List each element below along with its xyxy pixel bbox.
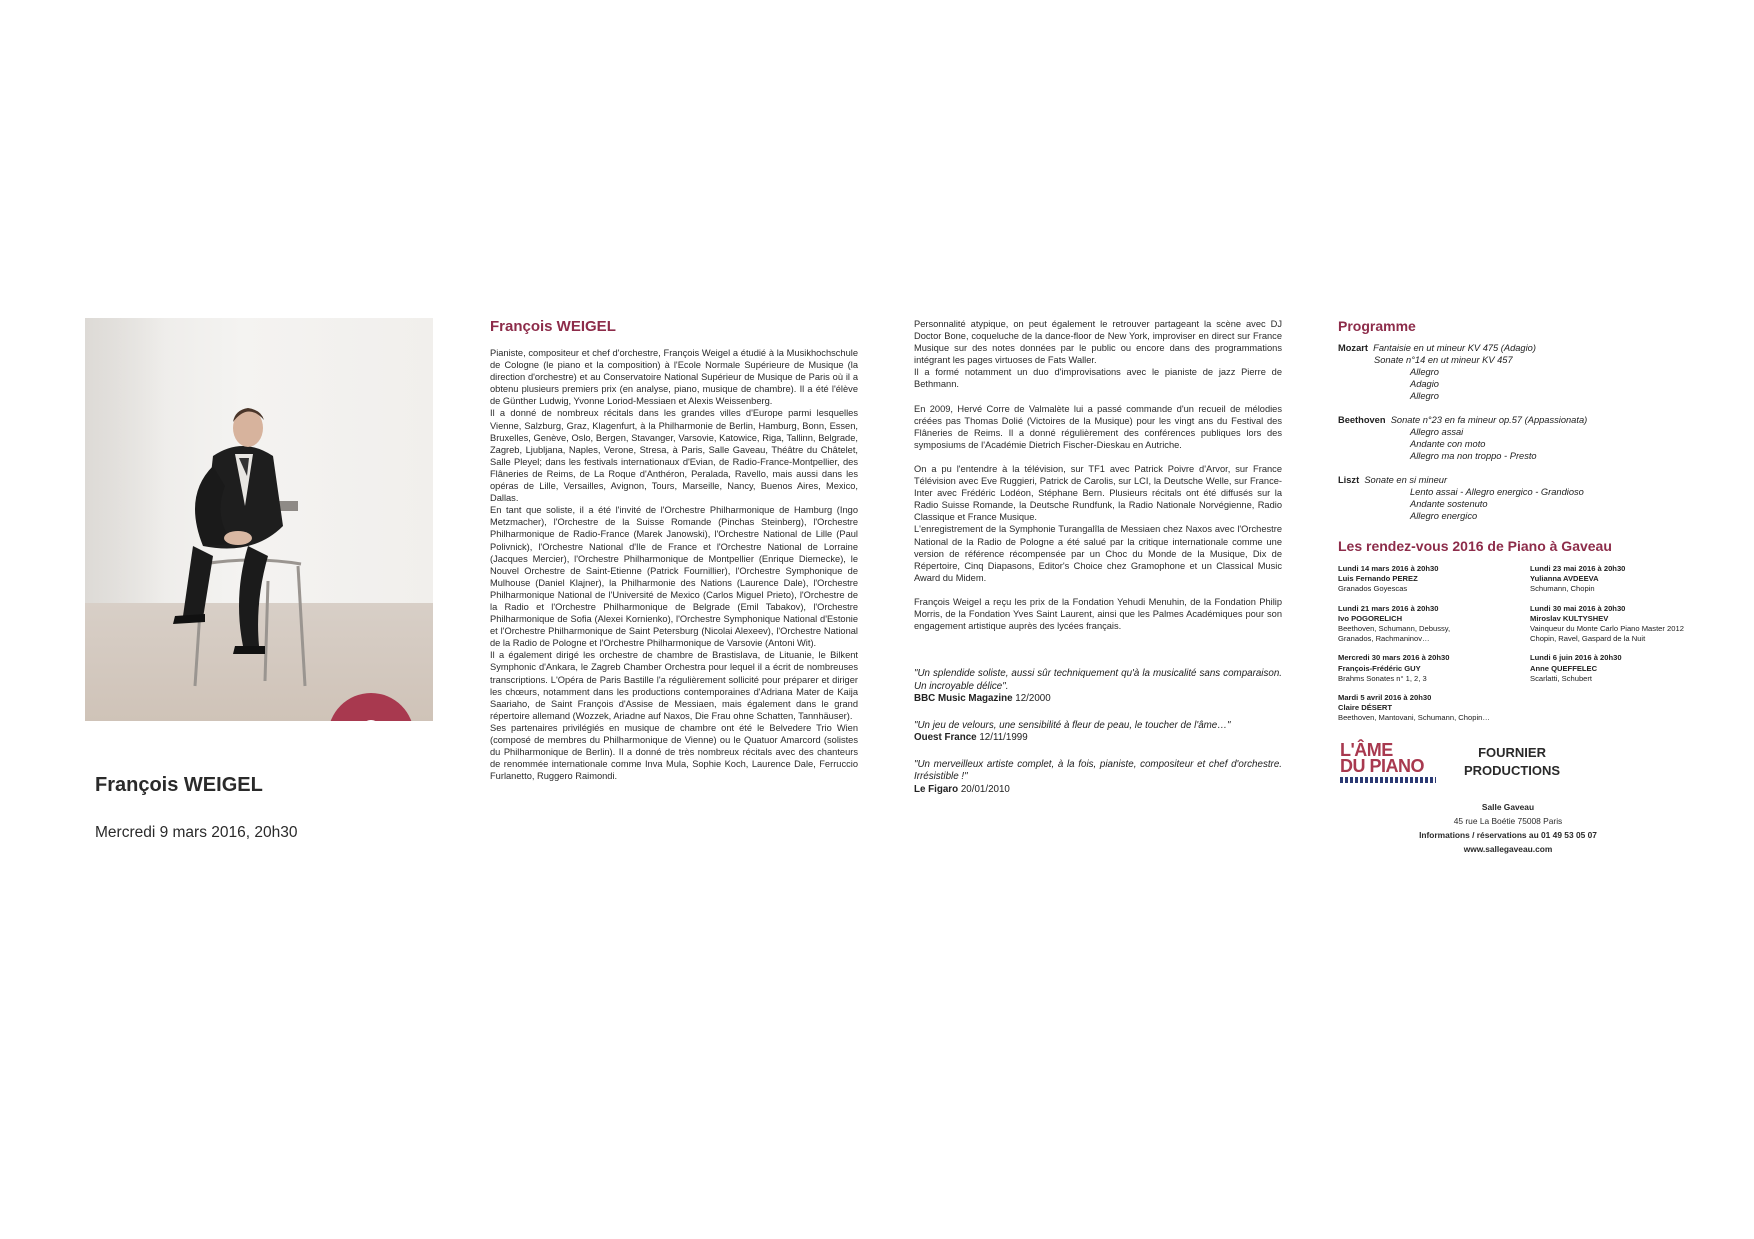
venue-address: 45 rue La Boétie 75008 Paris [1453, 815, 1563, 826]
biography-body [490, 347, 858, 782]
biography-panel [490, 318, 858, 782]
fournier-line1: FOURNIER [1478, 744, 1546, 760]
press-quote [914, 720, 1282, 745]
biography-cont-panel [914, 318, 1282, 810]
pianist-figure [173, 396, 333, 696]
rendezvous-list [1338, 564, 1708, 724]
event-program: Brahms Sonates n° 1, 2, 3 [1338, 673, 1427, 683]
bio-paragraph: En 2009, Hervé Corre de Valmalète lui a passé commande d'un recueil de mélodies créées pas Thomas Dolié (Victoires de la Musique) pour les vingt ans du Festival des Flâneries de Reims. Il a donné régulièrement des conférences publiques lors des symposiums de l'Académie Dietrich Fischer-Dieskau en Autriche. [914, 403, 1282, 450]
bio-paragraph: En tant que soliste, il a été l'invité de l'Orchestre Philharmonique de Hamburg (Ingo Metzmacher), l'Orchestre de la Suisse Romande (Pinchas Steinberg), l'Orchestre Philharmonique de Radio-France (Marek Janowski), l'Orchestre National de Lille (Paul Polivnick), l'Orchestre National d'Ile de France et l'Orchestre National de Lorraine (Jacques Mercier), l'Orchestre Philharmonique de Montpellier (Enrique Diemecke), le Nouvel Orchestre de Saint-Etienne (Patrick Fournillier), l'Orchestre Symphonique de Mulhouse (Daniel Klajner), la Philharmonie des Nations (Laurence Dale), l'Orchestre Philharmonique National de l'Université de Mexico (Carlos Miguel Prieto), l'Orchestre de la Radio et l'Orchestre Philharmonique de Belgrade (Emil Tabakov), l'Orchestre Philharmonique de Sofia (Alexei Kornienko), l'Orchestre Symphonique National d'Estonie et l'Orchestre Philharmonique de Saint Petersburg (Nicolai Alexeev), l'Orchestre National de la Radio de Pologne et l'Orchestre Philharmonique de Varsovie (Antoni Wit). [490, 505, 858, 649]
cover-artist-name: François WEIGEL [95, 774, 263, 796]
cover-date: Mercredi 9 mars 2016, 20h30 [95, 824, 298, 841]
programme-mozart [1338, 342, 1708, 402]
ame-du-piano-logo [1340, 739, 1436, 783]
work-title: Fantaisie en ut mineur KV 475 (Adagio) [1373, 343, 1536, 353]
gaveau-g-icon [361, 720, 381, 721]
quote-source [914, 693, 1282, 706]
event-artist: Miroslav KULTYSHEV [1530, 613, 1609, 623]
rendezvous-item [1338, 653, 1530, 684]
work-title: Sonate en si mineur [1364, 475, 1448, 485]
movement: Andante con moto [1410, 439, 1486, 449]
event-program: Granados Goyescas [1338, 584, 1408, 594]
press-quote [914, 759, 1282, 797]
quote-source-name: BBC Music Magazine [914, 693, 1013, 705]
event-program: Beethoven, Schumann, Debussy, [1338, 624, 1451, 634]
fournier-line2: PRODUCTIONS [1464, 762, 1561, 778]
event-date: Lundi 6 juin 2016 à 20h30 [1530, 653, 1622, 663]
venue-reservations: Informations / réservations au 01 49 53 05 07 [1419, 829, 1597, 840]
press-quotes [914, 668, 1282, 796]
movement: Lento assai - Allegro energico - Grandioso [1410, 487, 1584, 497]
event-program: Beethoven, Mantovani, Schumann, Chopin… [1338, 713, 1490, 723]
quote-source-date: 12/11/1999 [979, 732, 1028, 744]
quote-source [914, 732, 1282, 745]
event-date: Lundi 23 mai 2016 à 20h30 [1530, 564, 1626, 573]
programme-beethoven [1338, 414, 1708, 462]
composer-name: Mozart [1338, 343, 1368, 353]
venue-name: Salle Gaveau [1481, 801, 1535, 812]
quote-source-date: 12/2000 [1015, 693, 1051, 705]
rendezvous-item [1530, 564, 1708, 595]
quote-source-name: Le Figaro [914, 783, 959, 795]
composer-name: Beethoven [1338, 415, 1386, 425]
artist-photo [85, 318, 433, 721]
bio-paragraph: Il a également dirigé les orchestre de chambre de Brastislava, de Lituanie, le Bilkent Symphonic d'Ankara, le Zagreb Chamber Orchestra pour lequel il a écrit de nombreuses transcriptions. L'Opéra de Paris Bastille l'a régulièrement sollicité pour préparer et diriger les chœurs, notamment dans les productions contemporaines d'Adriana Mater de Kaija Saariaho, de Saint François d'Assise de Messiaen, mais également dans le grand répertoire allemand (Wozzek, Ariadne auf Naxos, Die Frau ohne Schatten, Tannhäuser). [490, 650, 858, 721]
photo-wall-shade [85, 318, 165, 603]
event-program: Chopin, Ravel, Gaspard de la Nuit [1530, 634, 1646, 644]
quote-source [914, 784, 1282, 797]
event-program: Granados, Rachmaninov… [1338, 634, 1430, 644]
event-date: Lundi 14 mars 2016 à 20h30 [1338, 564, 1439, 573]
event-artist: François-Frédéric GUY [1338, 663, 1421, 673]
bio-paragraph: Pianiste, compositeur et chef d'orchestre, François Weigel a étudié à la Musikhochschule de Cologne (le piano et la composition) à l'Ecole Normale Supérieure de Musique (la direction d'orchestre) et au Conservatoire National Supérieur de Musique de Paris où il a obtenu plusieurs premiers prix (en analyse, piano, musique de chambre). Il a été l'élève de Günther Ludwig, Yvonne Loriod-Messiaen et Alexis Weissenberg. [490, 348, 858, 407]
press-quote [914, 668, 1282, 706]
venue-website: www.sallegaveau.com [1463, 843, 1553, 854]
composer-name: Liszt [1338, 475, 1360, 485]
bio-paragraph: François Weigel a reçu les prix de la Fondation Yehudi Menuhin, de la Fondation Philip Morris, de la Fondation Yves Saint Laurent, ainsi que les Palmes Académiques pour son engagement artistique auprès des lycées français. [914, 596, 1282, 632]
event-date: Mardi 5 avril 2016 à 20h30 [1338, 693, 1432, 703]
bio-paragraph: Ses partenaires privilégiés en musique de chambre ont été le Belvedere Trio Wien (composé de membres du Philharmonique de Vienne) ou le Quatuor Amarcord (solistes du Philharmonique de Berlin). Il a donné de très nombreux récitals avec des chanteurs de renommée internationale comme Inva Mula, Sophie Koch, Laurence Dale, Ferruccio Furlanetto, Ruggero Raimondi. [490, 722, 858, 782]
event-artist: Ivo POGORELICH [1338, 613, 1403, 623]
bio-paragraph: On a pu l'entendre à la télévision, sur TF1 avec Patrick Poivre d'Arvor, sur France Télévision avec Eve Ruggieri, Patrick de Carolis, sur LCI, la Deutsche Welle, sur France-Inter avec Frédéric Lodéon, Stéphane Bern. Plusieurs récitals ont été diffusés sur la Radio Suisse Romande, la Deutsche Rundfunk, la Radio Nationale Norvégienne, Radio Classique et France Musique. [914, 463, 1282, 523]
piano-keys-icon [1340, 777, 1436, 783]
rendezvous-item [1338, 604, 1530, 645]
biography-title: François WEIGEL [490, 318, 616, 335]
rendezvous-title: Les rendez-vous 2016 de Piano à Gaveau [1338, 538, 1612, 554]
bio-paragraph: Il a donné de nombreux récitals dans les grandes villes d'Europe parmi lesquelles Vienne, Salzburg, Graz, Klagenfurt, à la Philharmonie de Berlin, Hamburg, Bonn, Essen, Bruxelles, Genève, Oslo, Bergen, Stavanger, Varsovie, Katowice, Riga, Tallinn, Belgrade, Zagreb, Ljubljana, Naples, Verone, Stresa, à Paris, Salle Gaveau, Théâtre du Châtelet, Salle Pleyel; dans les festivals internationaux d'Evian, de Radio-France-Montpellier, des Flâneries de Reims, de La Roque d'Anthéron, Peralada, Ravello, mais aussi dans les opéras de Lille, Versailles, Avignon, Tours, Marseille, Nancy, Buenos Aires, Mexico, Dallas. [490, 408, 858, 504]
event-date: Lundi 30 mai 2016 à 20h30 [1530, 603, 1626, 613]
event-program: Vainqueur du Monte Carlo Piano Master 2012 [1530, 624, 1684, 634]
event-artist: Claire DÉSERT [1338, 703, 1393, 713]
bio-paragraph: L'enregistrement de la Symphonie Turangalîla de Messiaen chez Naxos avec l'Orchestre National de la Radio de Pologne a été salué par la critique internationale comme une version de référence récompensée par un Choc du Monde de la Musique, Dix de Répertoire, Cinq Diapasons, Editor's Choice chez Gramophone et un Classical Music Award du Midem. [914, 524, 1282, 583]
quote-source-name: Ouest France [914, 732, 977, 744]
sponsor-logos [1338, 738, 1708, 794]
programme-panel [1338, 318, 1708, 856]
badge-name [328, 720, 414, 721]
event-program: Schumann, Chopin [1530, 584, 1595, 594]
quote-text: "Un splendide soliste, aussi sûr techniquement qu'à la musicalité sans comparaison. Un incroyable délice". [914, 668, 1282, 692]
movement: Allegro [1410, 367, 1439, 377]
movement: Allegro ma non troppo - Presto [1410, 451, 1537, 461]
movement: Allegro assai [1410, 427, 1464, 437]
event-artist: Anne QUEFFELEC [1530, 663, 1598, 673]
movement: Andante sostenuto [1410, 499, 1488, 509]
biography-cont-body [914, 318, 1282, 632]
venue-info [1358, 800, 1658, 856]
movement: Allegro [1410, 391, 1439, 401]
rendezvous-item [1338, 564, 1530, 595]
ame-logo-line2: DU PIANO [1340, 755, 1425, 776]
cover-panel [85, 318, 435, 841]
event-date: Mercredi 30 mars 2016 à 20h30 [1338, 653, 1450, 663]
rendezvous-item [1530, 653, 1708, 684]
programme-title: Programme [1338, 318, 1416, 334]
event-artist: Luis Fernando PEREZ [1338, 574, 1418, 584]
bio-paragraph: Personnalité atypique, on peut également le retrouver partageant la scène avec DJ Doctor Bone, coqueluche de la dance-floor de New York, improviser en direct sur France Musique sur des notes données par le public ou encore dans des programmations intégrant les pages virtuoses de Fats Waller. [914, 319, 1282, 366]
bio-paragraph: Il a formé notamment un duo d'improvisations avec le pianiste de jazz Pierre de Bethmann. [914, 367, 1282, 390]
movement: Adagio [1410, 379, 1439, 389]
work-title: Sonate n°14 en ut mineur KV 457 [1374, 355, 1513, 365]
ame-logo-line1: L'ÂME [1340, 739, 1393, 760]
quote-source-date: 20/01/2010 [960, 783, 1010, 795]
event-artist: Yulianna AVDEEVA [1530, 574, 1599, 584]
rendezvous-item [1338, 693, 1530, 724]
fournier-productions-logo [1464, 744, 1560, 780]
work-title: Sonate n°23 en fa mineur op.57 (Appassionata) [1390, 415, 1588, 425]
movement: Allegro energico [1410, 511, 1478, 521]
quote-text: "Un jeu de velours, une sensibilité à fleur de peau, le toucher de l'âme…" [914, 719, 1231, 731]
event-date: Lundi 21 mars 2016 à 20h30 [1338, 603, 1439, 613]
rendezvous-item [1530, 604, 1708, 645]
event-program: Scarlatti, Schubert [1530, 673, 1593, 683]
programme-liszt [1338, 474, 1708, 522]
quote-text: "Un merveilleux artiste complet, à la fois, pianiste, compositeur et chef d'orchestre. Irrésistible !" [914, 758, 1282, 783]
